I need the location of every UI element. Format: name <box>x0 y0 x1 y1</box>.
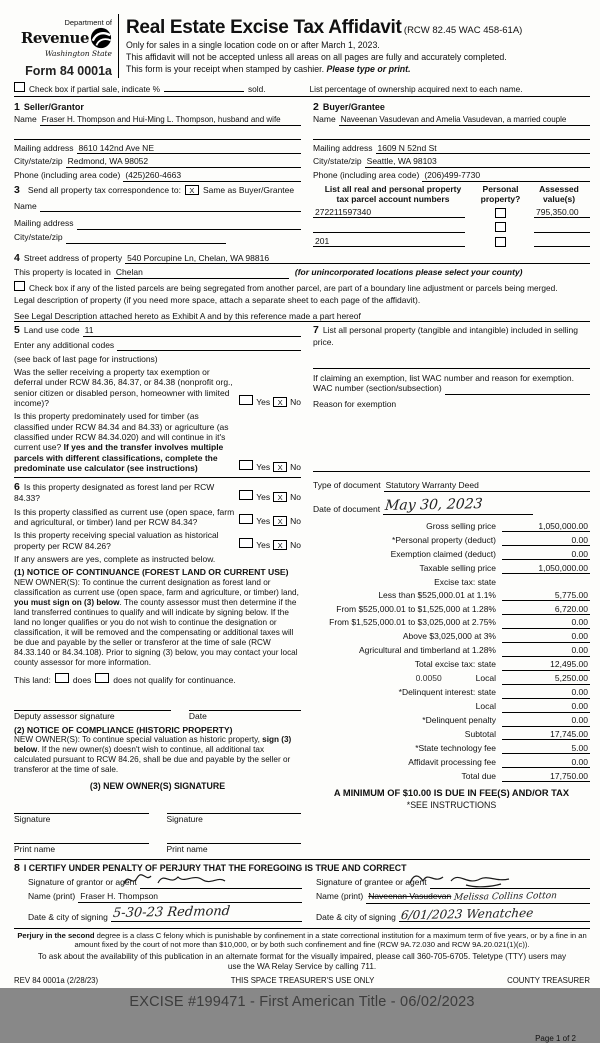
personal-property-field[interactable] <box>313 358 590 369</box>
tier3-tax-value[interactable]: 0.00 <box>502 617 590 628</box>
seller-name-field-2[interactable] <box>14 129 301 140</box>
local-tax-value[interactable]: 5,250.00 <box>502 673 590 684</box>
deputy-assessor-label: Deputy assessor signature <box>14 711 115 722</box>
deputy-assessor-signature-line[interactable] <box>14 699 171 711</box>
s6q1-no-checkbox[interactable]: X <box>273 492 287 502</box>
s6q2-no-checkbox[interactable]: X <box>273 516 287 526</box>
parcel-number-field-2[interactable] <box>313 232 465 233</box>
correspondence-city-field[interactable] <box>66 232 226 243</box>
legal-description-field[interactable]: See Legal Description attached hereto as Exhibit A and by this reference made a part hereof <box>14 311 590 322</box>
washington-state-label: Washington State <box>44 49 112 59</box>
minimum-due-note: A MINIMUM OF $10.00 IS DUE IN FEE(S) AND/OR TAX <box>333 788 570 799</box>
assessed-value-field[interactable]: 795,350.00 <box>534 207 590 218</box>
document-date-field[interactable] <box>383 497 533 515</box>
s6q3-no-checkbox[interactable]: X <box>273 540 287 550</box>
affidavit-page: Department of Revenue Washington State Form 84 0001a Real Estate Excise Tax Affidavit (RCW 82.45 WAC 458-61A) Only for sales in a single location code on or after March 1, 2023. This affidavit will not be accepted unless all areas on all pages are fully and accurately completed. This form is your receipt when stamped by cashier. Please type or print. Check box if partial sale, indicate % sold. List percentage of ownership acquired next to each name. 1 Seller/Grantor Name Fraser H. Thompson and Hui-Ming L. Thompson, husband and wife Mailing address 8610 142nd Ave NE City/state/zip Redmond, WA 98052 Phone (including area code) (425)260-4663 3 Send all property tax correspondence to: X Same as Buyer/Grantee Name Mailing address City/state/zip 2 Buyer/Grantee Name Naveenan Vasudevan and Amelia Vasudevan, a married couple Mailing address 1609 N 52nd St City/state/zip Seattle, WA 98103 Phone (including area code) (206)499-7730 List all real and personal property tax parcel account numbers Personal property? Assessed value(s) 272211597340 795,350.00 201 4 Street address of property 540 Porcupine Ln, Chelan, WA 98816 This property is located in Chelan (for unincorporated locations please select your county) Check box if any of the listed parcels are being segregated from another parcel, are part of a boundary line adjustment or parcels being merged. Legal description of property (if you need more space, attach a separate sheet to each page of the affidavit). See Legal Description attached hereto as Exhibit A and by this reference made a part hereof 5 Land use code 11 Enter any additional codes (see back of last page for instructions) Was the seller receiving a property tax exemption or deferral under RCW 84.36, 84.37, or 84.38 (nonprofit org., senior citizen or disabled person, homeowner with limited income)? Yes X No Is this property predominately used for timber (as classified under RCW 84.34 and 84.33) or agriculture (as classified under RCW 84.34.020) and will continue in it's current use? If yes and the transfer involves multiple parcels with different classifications, complete the predominate use calculator (see instructions) Yes X No 6 Is this property designated as forest land per RCW 84.33? Yes X No Is this property classified as current use (open space, farm and agricultural, or timber) land per RCW 84.34? Yes X No Is this property receiving special valuation as historical property per RCW 84.26? Yes X No If any answers are yes, complete as instructed below. (1) NOTICE OF CONTINUANCE (FOREST LAND OR CURRENT USE) NEW OWNER(S): To continue the current designation as forest land or classification as current use (open space, farm and agriculture, or timber) land, you must sign on (3) below. The county assessor must then determine if the land transferred continues to qualify and will indicate by signing below. If the land no longer qualifies or you do not wish to continue the designation or classification, it will be removed and the compensating or additional taxes will be due and payable by the seller or transferor at the time of sale (RCW 84.33.140 or 84.34.108). Prior to signing (3) below, you may contact your local county assessor for more information. This land: does does not qualify for continuance. Deputy assessor signature Date (2) NOTICE OF COMPLIANCE (HISTORIC PROPERTY) NEW OWNER(S): To continue special valuation as historic property, sign (3) below. If the new owner(s) doesn't wish to continue, all additional tax calculated pursuant to RCW 84.26, shall be due and payable by the seller or transferor at the time of sale. (3) NEW OWNER(S) SIGNATURE Signature Signature Print name Print name 7 List all personal property (tangible and intangible) included in selling price. If claiming an exemption, list WAC number and reason for exemption. WAC number (section/subsection) Reason for exemption Type of document Statutory Warranty Deed Date of document May 30, 2023 Gross selling price 1,050,000.00 *Personal property (deduct) 0.00 Exemption claimed (deduct) 0.00 Taxable selling price 1,050,000.00 Excise tax: state Less than $525,000.01 at 1.1% 5,775.00 From $525,000.01 to $1,525,000 at 1.28% 6,720.00 From $1,525,000.01 to $3,025,000 at 2.75% 0.00 Above $3,025,000 at 3% 0.00 Agricultural and timberland at 1.28% 0.00 Total excise tax: state 12,495.00 0.0050 Local 5,250.00 *Delinquent interest: state 0.00 Local 0.00 *Delinquent penalty 0.00 Subtotal 17,745.00 *State technology fee 5.00 Affidavit processing fee 0.00 Total due 17,750.00 A MINIMUM OF $10.00 IS DUE IN FEE(S) AND/OR TAX *SEE INSTRUCTIONS 8 I CERTIFY UNDER PENALTY OF PERJURY THAT THE FOREGOING IS TRUE AND CORRECT Signature of grantor or agent Name (print) Fraser H. Thompson Date & city of signing 5-30-23 Redmond Signature of grantee or agent Name (print) Naveenan Vasudevan Melissa Collins Cotton Date & city of signing 6/01/2023 Wenatchee Perjury in the second degree is a class C felony which is punishable by confinement in a state correctional institution for a maximum term of five years, or by a fine in an amount fixed by the court of not more than $10,000, or by both such confinement and fine (RCW 9A.72.030 and RCW 9A.20.021(1)(c)). To ask about the availability of this publication in an alternate format for the visually impaired, please call 360-705-6705. Teletype (TTY) users may use the WA Relay Service by calling 711. REV 84 0001a (2/28/23) THIS SPACE TREASURER'S USE ONLY COUNTY TREASURER EXCISE #199471 - First American Title - 06/02/2023 Page 1 of 2 <box>0 0 600 988</box>
s5q2-yes-checkbox[interactable] <box>239 460 253 470</box>
does-not-qualify-checkbox[interactable] <box>95 673 109 683</box>
segregated-checkbox[interactable] <box>14 281 25 291</box>
grantee-printed-name[interactable] <box>366 891 590 904</box>
buyer-mailing-field[interactable]: 1609 N 52nd St <box>376 143 590 154</box>
seller-section: 1 Seller/Grantor Name Fraser H. Thompson and Hui-Ming L. Thompson, husband and wife Mailing address 8610 142nd Ave NE City/state/zip Redmond, WA 98052 Phone (including area code) (425)260-4663 3 Send all property tax correspondence to: X Same as Buyer/Grantee Name Mailing address City/state/zip <box>14 99 301 250</box>
parcel-table-header: List all real and personal property tax parcel account numbers Personal property? Assessed value(s) <box>324 184 579 205</box>
perjury-note: Perjury in the second degree is a class C felony which is punishable by confinement in a state correctional institution for a maximum term of five years, or by a fine in an amount fixed by the court of not more than $10,000, or by both such confinement and fine (RCW 9A.72.030 and RCW 9A.20.021(1)(c)). <box>14 928 590 950</box>
s5q2-no-checkbox[interactable]: X <box>273 462 287 472</box>
parcel-number-field-3[interactable]: 201 <box>313 236 465 247</box>
assessed-value-field-3[interactable] <box>534 236 590 247</box>
designation-section: 6 Is this property designated as forest land per RCW 84.33? Yes X No Is this property classified as current use (open space, farm and agricultural, or timber) land per RCW 84.34? Yes X No Is this property receiving special valuation as historical property per RCW 84.26? Yes X No If any answers are yes, complete as instructed below. (1) NOTICE OF CONTINUANCE (FOREST LAND OR CURRENT USE) NEW OWNER(S): To continue the current designation as forest land or classification as current use (open space, farm and agriculture, or timber) land, you must sign on (3) below. The county assessor must then determine if the land transferred continues to qualify and will indicate by signing below. If the land no longer qualifies or you do not wish to continue the designation or classification, it will be removed and the compensating or additional taxes will be due and payable by the seller or transferor at the time of sale (RCW 84.33.140 or 84.34.108). Prior to signing (3) below, you may contact your local county assessor for more information. This land: does does not qualify for continuance. Deputy assessor signature Date (2) NOTICE OF COMPLIANCE (HISTORIC PROPERTY) NEW OWNER(S): To continue special valuation as historic property, sign (3) below. If the new owner(s) doesn't wish to continue, all additional tax calculated pursuant to RCW 84.26, shall be due and payable by the seller or transferor at the time of sale. (3) NEW OWNER(S) SIGNATURE Signature Signature Print name Print name <box>14 477 301 855</box>
seller-name-field[interactable]: Fraser H. Thompson and Hui-Ming L. Thompson, husband and wife <box>40 115 301 126</box>
timber-question: Is this property predominately used for timber (as classified under RCW 84.34 and 84.33) or agriculture (as classified under RCW 84.34.020) and will continue in it's current use? <box>14 411 229 453</box>
parcel-row <box>313 221 590 232</box>
subtotal-value[interactable]: 17,745.00 <box>502 729 590 740</box>
correspondence-row: 3 Send all property tax correspondence to: X Same as Buyer/Grantee <box>14 184 295 197</box>
gross-selling-price-value[interactable]: 1,050,000.00 <box>502 521 590 532</box>
partial-sale-label: Check box if partial sale, indicate % <box>29 83 160 94</box>
header-divider <box>118 14 119 78</box>
form-header <box>14 10 590 80</box>
street-address-field[interactable]: 540 Porcupine Ln, Chelan, WA 98816 <box>125 253 375 264</box>
certification-title: I CERTIFY UNDER PENALTY OF PERJURY THAT THE FOREGOING IS TRUE AND CORRECT <box>23 862 407 873</box>
certification-section: 8 I CERTIFY UNDER PENALTY OF PERJURY THAT THE FOREGOING IS TRUE AND CORRECT Signature of grantor or agent Name (print) Fraser H. Thompson Date & city of signing 5-30-23 Redmond Signature of grantee or agent Name (print) Naveenan Vasudevan Melissa Collins Cotton Date & city of signing 6/01/2023 Wenatchee <box>14 859 590 925</box>
s6q3-yes-checkbox[interactable] <box>239 538 253 548</box>
personal-property-checkbox-2[interactable] <box>495 222 506 232</box>
treasurer-space-label: THIS SPACE TREASURER'S USE ONLY <box>230 976 375 986</box>
buyer-city-field[interactable]: Seattle, WA 98103 <box>365 156 590 167</box>
back-of-page-note: (see back of last page for instructions) <box>14 353 158 364</box>
legal-description-label: Legal description of property (if you need more space, attach a separate sheet to each page of the affidavit). <box>14 295 421 306</box>
buyer-name-field-2[interactable] <box>313 129 590 140</box>
s5q1-yes-checkbox[interactable] <box>239 395 253 405</box>
does-qualify-checkbox[interactable] <box>55 673 69 683</box>
footer-row <box>14 976 590 986</box>
buyer-section: 2 Buyer/Grantee Name Naveenan Vasudevan and Amelia Vasudevan, a married couple Mailing address 1609 N 52nd St City/state/zip Seattle, WA 98103 Phone (including area code) (206)499-7730 List all real and personal property tax parcel account numbers Personal property? Assessed value(s) 272211597340 795,350.00 201 <box>313 99 590 250</box>
county-note: (for unincorporated locations please select your county) <box>294 267 523 278</box>
continuance-notice-body: NEW OWNER(S): To continue the current designation as forest land or classification as current use (open space, farm and agriculture, or timber) land, you must sign on (3) below. The county assessor must then determine if the land transferred continues to qualify and will indicate by signing below. If the land no longer qualifies or you do not wish to continue the designation or classification, it will be removed and the compensating or additional taxes will be due and payable by the seller or transferor at the time of sale (RCW 84.33.140 or 84.34.108). Prior to signing (3) below, you may contact your local county assessor for more information. <box>14 577 299 667</box>
s6q1-yes-checkbox[interactable] <box>239 490 253 500</box>
grantor-signature-image <box>118 869 228 889</box>
current-use-question: Is this property classified as current use (open space, farm and agricultural, or timber) land per RCW 84.34? <box>14 506 235 528</box>
seller-phone-field[interactable]: (425)260-4663 <box>123 170 301 181</box>
new-owner-signature-line-2[interactable] <box>167 802 302 814</box>
personal-property-checkbox-1[interactable] <box>495 208 506 218</box>
excise-stamp: EXCISE #199471 - First American Title - 06/02/2023 <box>129 993 475 1010</box>
compliance-notice-body: NEW OWNER(S): To continue special valuation as historic property, sign (3) below. If the new owner(s) doesn't wish to continue, all additional tax calculated pursuant to RCW 84.26, shall be due and payable by the seller or transferor at the time of sale. <box>14 735 292 775</box>
reason-exemption-label: Reason for exemption <box>313 398 397 409</box>
wac-number-field[interactable] <box>445 383 590 394</box>
grantor-signing-block: Signature of grantor or agent Name (print) Fraser H. Thompson Date & city of signing 5-30-23 Redmond <box>28 874 302 924</box>
delinquent-interest-local-value[interactable]: 0.00 <box>502 701 590 712</box>
form-number: Form 84 0001a <box>25 64 112 79</box>
see-instructions-note: *SEE INSTRUCTIONS <box>406 799 497 810</box>
grantee-signature-image <box>406 869 516 889</box>
header-note-3: This form is your receipt when stamped by cashier. Please type or print. <box>126 63 411 74</box>
new-owner-printname-line-2[interactable] <box>167 832 302 844</box>
seller-mailing-field[interactable]: 8610 142nd Ave NE <box>77 143 301 154</box>
revenue-wordmark: Revenue <box>20 28 89 47</box>
struck-grantee-name: Naveenan Vasudevan <box>368 891 452 902</box>
document-date-handwriting: May 30, 2023 <box>384 495 484 514</box>
grantor-date-city[interactable]: 5-30-23 Redmond <box>111 905 302 922</box>
buyer-name-field[interactable]: Naveenan Vasudevan and Amelia Vasudevan, a married couple <box>339 115 590 126</box>
personal-property-section: 7 List all personal property (tangible and intangible) included in selling price. If claiming an exemption, list WAC number and reason for exemption. WAC number (section/subsection) Reason for exemption <box>313 324 590 472</box>
header-note-1: Only for sales in a single location code on or after March 1, 2023. <box>126 40 380 51</box>
grantee-date-city[interactable]: 6/01/2023 Wenatchee <box>399 907 590 923</box>
dept-of-label: Department of <box>64 18 112 27</box>
parcel-number-field[interactable]: 272211597340 <box>313 207 465 218</box>
correspondence-name-field[interactable] <box>40 201 301 212</box>
tax-computation-table: Gross selling price 1,050,000.00 *Personal property (deduct) 0.00 Exemption claimed (deduct) 0.00 Taxable selling price 1,050,000.00 Excise tax: state Less than $525,000.01 at 1.1% 5,775.00 From $525,000.01 to $1,525,000 at 1.28% 6,720.00 From $1,525,000.01 to $3,025,000 at 2.75% 0.00 Above $3,025,000 at 3% 0.00 Agricultural and timberland at 1.28% 0.00 Total excise tax: state 12,495.00 0.0050 Local 5,250.00 *Delinquent interest: state 0.00 Local 0.00 *Delinquent penalty 0.00 Subtotal 17,745.00 *State technology fee 5.00 Affidavit processing fee 0.00 Total due 17,750.00 <box>329 520 588 781</box>
accessibility-note: To ask about the availability of this publication in an alternate format for the visually impaired, please call 360-705-6705. Teletype (TTY) users may use the WA Relay Service by calling 711. <box>37 952 567 972</box>
exemption-question: Was the seller receiving a property tax exemption or deferral under RCW 84.36, 84.37, or 84.38 (nonprofit org., senior citizen or disabled person, homeowner with limited income)? <box>14 366 233 408</box>
state-technology-fee-value[interactable]: 5.00 <box>502 743 590 754</box>
s5q1-no-checkbox[interactable]: X <box>273 397 287 407</box>
total-due-value[interactable]: 17,750.00 <box>502 771 590 782</box>
deputy-date-line[interactable] <box>189 699 301 711</box>
taxable-selling-price-value[interactable]: 1,050,000.00 <box>502 563 590 574</box>
ownership-percent-note: List percentage of ownership acquired next to each name. <box>309 83 523 94</box>
property-location-section: 4 Street address of property 540 Porcupine Ln, Chelan, WA 98816 This property is located in Chelan (for unincorporated locations please select your county) Check box if any of the listed parcels are being segregated from another parcel, are part of a boundary line adjustment or parcels being merged. Legal description of property (if you need more space, attach a separate sheet to each page of the affidavit). See Legal Description attached hereto as Exhibit A and by this reference made a part hereof <box>14 252 590 322</box>
sold-label: sold. <box>247 83 266 94</box>
type-or-print-note: Please type or print. <box>326 63 411 74</box>
revenue-swirl-icon <box>90 27 112 49</box>
county-treasurer-label: COUNTY TREASURER <box>507 976 590 986</box>
total-excise-state-value[interactable]: 12,495.00 <box>502 659 590 670</box>
seller-title: Seller/Grantor <box>23 101 84 112</box>
grantee-signing-block: Signature of grantee or agent Name (print) Naveenan Vasudevan Melissa Collins Cotton Date & city of signing 6/01/2023 Wenatchee <box>316 874 590 924</box>
timber-question-row: Is this property predominately used for timber (as classified under RCW 84.34 and 84.33) or agriculture (as classified under RCW 84.34.020) and will continue in it's current use? If yes and the transfer involves multiple parcels with different classifications, complete the predominate use calculator (see instructions) Yes X No <box>14 411 301 474</box>
county-field[interactable]: Chelan <box>114 267 289 278</box>
partial-percent-input[interactable] <box>164 82 244 92</box>
exemption-question-row: Was the seller receiving a property tax exemption or deferral under RCW 84.36, 84.37, or 84.38 (nonprofit org., senior citizen or disabled person, homeowner with limited income)? Yes X No <box>14 366 301 408</box>
land-use-code-field[interactable]: 11 <box>83 325 301 336</box>
s6q2-yes-checkbox[interactable] <box>239 514 253 524</box>
buyer-title: Buyer/Grantee <box>322 101 385 112</box>
correspondence-mailing-field[interactable] <box>77 218 301 229</box>
land-qualify-row: This land: does does not qualify for continuance. <box>14 674 236 685</box>
buyer-phone-field[interactable]: (206)499-7730 <box>422 170 590 181</box>
header-note-2: This affidavit will not be accepted unless all areas on all pages are fully and accurately completed. <box>126 51 507 62</box>
personal-property-label: List all personal property (tangible and intangible) included in selling price. <box>313 325 579 348</box>
tier1-tax-value[interactable]: 5,775.00 <box>502 590 590 601</box>
grantee-handwritten-name: Melissa Collins Cotton <box>453 891 557 904</box>
dor-logo-block <box>14 10 118 80</box>
rcw-reference: (RCW 82.45 WAC 458-61A) <box>403 25 523 36</box>
land-use-section: 5 Land use code 11 Enter any additional codes (see back of last page for instructions) Was the seller receiving a property tax exemption or deferral under RCW 84.36, 84.37, or 84.38 (nonprofit org., senior citizen or disabled person, homeowner with limited income)? Yes X No Is this property predominately used for timber (as classified under RCW 84.34 and 84.33) or agriculture (as classified under RCW 84.34.020) and will continue in it's current use? If yes and the transfer involves multiple parcels with different classifications, complete the predominate use calculator (see instructions) Yes X No <box>14 324 301 474</box>
page-indicator: Page 1 of 2 <box>535 1033 576 1043</box>
new-owners-signature-title: (3) NEW OWNER(S) SIGNATURE <box>89 781 226 792</box>
affidavit-processing-fee-value[interactable]: 0.00 <box>502 757 590 768</box>
same-as-buyer-checkbox[interactable]: X <box>185 185 199 195</box>
historical-question: Is this property receiving special valuation as historical property per RCW 84.26? <box>14 530 219 551</box>
new-owner-printname-line-1[interactable] <box>14 832 149 844</box>
personal-property-deduct-value[interactable]: 0.00 <box>502 535 590 546</box>
parcel-row <box>313 236 590 247</box>
new-owner-signature-line-1[interactable] <box>14 802 149 814</box>
forest-land-question: Is this property designated as forest land per RCW 84.33? <box>14 481 215 504</box>
parcel-row <box>313 207 590 218</box>
exemption-note: If claiming an exemption, list WAC number and reason for exemption. <box>313 372 574 383</box>
delinquent-penalty-value[interactable]: 0.00 <box>502 715 590 726</box>
if-yes-note: If any answers are yes, complete as instructed below. <box>14 554 216 565</box>
exemption-claimed-value[interactable]: 0.00 <box>502 549 590 560</box>
continuance-notice-title: (1) NOTICE OF CONTINUANCE (FOREST LAND OR CURRENT USE) <box>14 567 289 578</box>
partial-sale-row <box>14 82 590 94</box>
document-type-field[interactable]: Statutory Warranty Deed <box>384 480 590 491</box>
personal-property-checkbox-3[interactable] <box>495 237 506 247</box>
rev-form-number: REV 84 0001a (2/28/23) <box>14 976 99 986</box>
timber-question-bold: If yes and the transfer involves multiple parcels with different classifications, complete the predominate use calculator (see instructions) <box>14 442 224 474</box>
reason-exemption-field[interactable] <box>313 461 590 472</box>
street-address-field-ext[interactable] <box>375 253 590 264</box>
assessed-value-field-2[interactable] <box>534 221 590 232</box>
grantor-printed-name[interactable]: Fraser H. Thompson <box>78 891 302 902</box>
tier4-tax-value[interactable]: 0.00 <box>502 631 590 642</box>
additional-codes-field[interactable] <box>117 340 301 351</box>
agricultural-tax-value[interactable]: 0.00 <box>502 645 590 656</box>
local-rate: 0.0050 <box>415 673 442 684</box>
compliance-notice-title: (2) NOTICE OF COMPLIANCE (HISTORIC PROPERTY) <box>14 724 233 735</box>
seller-city-field[interactable]: Redmond, WA 98052 <box>66 156 301 167</box>
segregated-label: Check box if any of the listed parcels are being segregated from another parcel, are part of a boundary line adjustment or parcels being merged. <box>29 283 558 294</box>
delinquent-interest-state-value[interactable]: 0.00 <box>502 687 590 698</box>
correspondence-label: Send all property tax correspondence to: <box>27 185 181 196</box>
partial-sale-checkbox[interactable] <box>14 82 25 92</box>
same-as-buyer-label: Same as Buyer/Grantee <box>202 185 295 196</box>
tier2-tax-value[interactable]: 6,720.00 <box>502 604 590 615</box>
page-title: Real Estate Excise Tax Affidavit <box>126 17 402 38</box>
